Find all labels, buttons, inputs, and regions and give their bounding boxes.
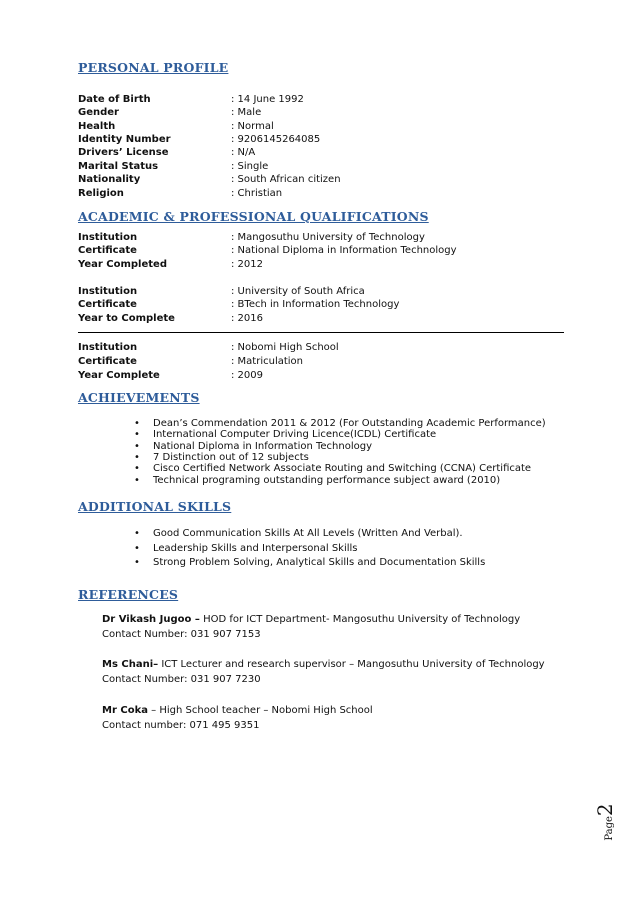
field-value: : Normal — [231, 121, 274, 132]
field-value: : 14 June 1992 — [231, 94, 304, 105]
field-label: Health — [78, 121, 116, 132]
bullet-icon: • — [134, 418, 140, 429]
reference-role: HOD for ICT Department- Mangosuthu University of Technology — [199, 614, 521, 625]
field-label: Institution — [78, 342, 138, 353]
reference-contact: Contact Number: 031 907 7230 — [102, 674, 261, 685]
field-value: : Christian — [231, 188, 283, 199]
qualifications-heading: ACADEMIC & PROFESSIONAL QUALIFICATIONS — [78, 209, 429, 224]
field-label: Identity Number — [78, 134, 171, 145]
page-number — [575, 790, 635, 850]
field-value: : Male — [231, 107, 262, 118]
list-item-text: Strong Problem Solving, Analytical Skills and Documentation Skills — [153, 557, 486, 568]
page-number-label — [593, 792, 617, 852]
field-value: : Matriculation — [231, 356, 304, 367]
reference-contact: Contact number: 071 495 9351 — [102, 720, 260, 731]
field-label: Year Complete — [78, 370, 160, 381]
field-value: : University of South Africa — [231, 286, 365, 297]
list-item-text: 7 Distinction out of 12 subjects — [153, 452, 309, 463]
reference-line — [102, 614, 520, 625]
field-label: Drivers’ License — [78, 147, 169, 158]
page-label-text: Page — [604, 816, 615, 841]
list-item-text: Leadership Skills and Interpersonal Skills — [153, 543, 358, 554]
field-value: : 2012 — [231, 259, 263, 270]
achievements-heading: ACHIEVEMENTS — [78, 390, 200, 405]
reference-line — [102, 705, 373, 716]
references-heading: REFERENCES — [78, 587, 179, 602]
field-value: : 2016 — [231, 313, 263, 324]
field-label: Nationality — [78, 174, 141, 185]
list-item-text: Technical programing outstanding performance subject award (2010) — [153, 475, 501, 486]
list-item-text: Dean’s Commendation 2011 & 2012 (For Outstanding Academic Performance) — [153, 418, 546, 429]
personal-profile-heading: PERSONAL PROFILE — [78, 60, 229, 75]
list-item-text: National Diploma in Information Technology — [153, 441, 372, 452]
field-label: Year to Complete — [78, 313, 175, 324]
reference-name: Dr Vikash Jugoo – — [102, 614, 200, 625]
field-label: Gender — [78, 107, 119, 118]
section-divider — [78, 332, 564, 333]
field-label: Certificate — [78, 356, 137, 367]
bullet-icon: • — [134, 441, 140, 452]
field-value: : BTech in Information Technology — [231, 299, 400, 310]
field-label: Certificate — [78, 299, 137, 310]
bullet-icon: • — [134, 463, 140, 474]
field-label: Religion — [78, 188, 124, 199]
list-item-text: International Computer Driving Licence(ICDL) Certificate — [153, 429, 437, 440]
field-value: : N/A — [231, 147, 256, 158]
field-label: Institution — [78, 232, 138, 243]
list-item-text: Good Communication Skills At All Levels (Written And Verbal). — [153, 528, 463, 539]
field-value: : South African citizen — [231, 174, 341, 185]
list-item-text: Cisco Certified Network Associate Routing and Switching (CCNA) Certificate — [153, 463, 532, 474]
bullet-icon: • — [134, 543, 140, 554]
reference-role: ICT Lecturer and research supervisor – Mangosuthu University of Technology — [158, 659, 545, 670]
field-value: : Single — [231, 161, 269, 172]
reference-line — [102, 659, 545, 670]
field-label: Institution — [78, 286, 138, 297]
page-number-value: 2 — [593, 803, 617, 817]
bullet-icon: • — [134, 452, 140, 463]
bullet-icon: • — [134, 528, 140, 539]
bullet-icon: • — [134, 475, 140, 486]
field-value: : 2009 — [231, 370, 263, 381]
reference-name: Mr Coka — [102, 705, 148, 716]
bullet-icon: • — [134, 429, 140, 440]
reference-name: Ms Chani– — [102, 659, 159, 670]
field-label: Certificate — [78, 245, 137, 256]
field-label: Date of Birth — [78, 94, 151, 105]
bullet-icon: • — [134, 557, 140, 568]
field-label: Marital Status — [78, 161, 159, 172]
field-value: : 9206145264085 — [231, 134, 321, 145]
field-value: : National Diploma in Information Technology — [231, 245, 457, 256]
reference-role: – High School teacher – Nobomi High School — [147, 705, 373, 716]
reference-contact: Contact Number: 031 907 7153 — [102, 629, 261, 640]
field-label: Year Completed — [78, 259, 167, 270]
skills-heading: ADDITIONAL SKILLS — [78, 499, 232, 514]
field-value: : Mangosuthu University of Technology — [231, 232, 425, 243]
field-value: : Nobomi High School — [231, 342, 339, 353]
